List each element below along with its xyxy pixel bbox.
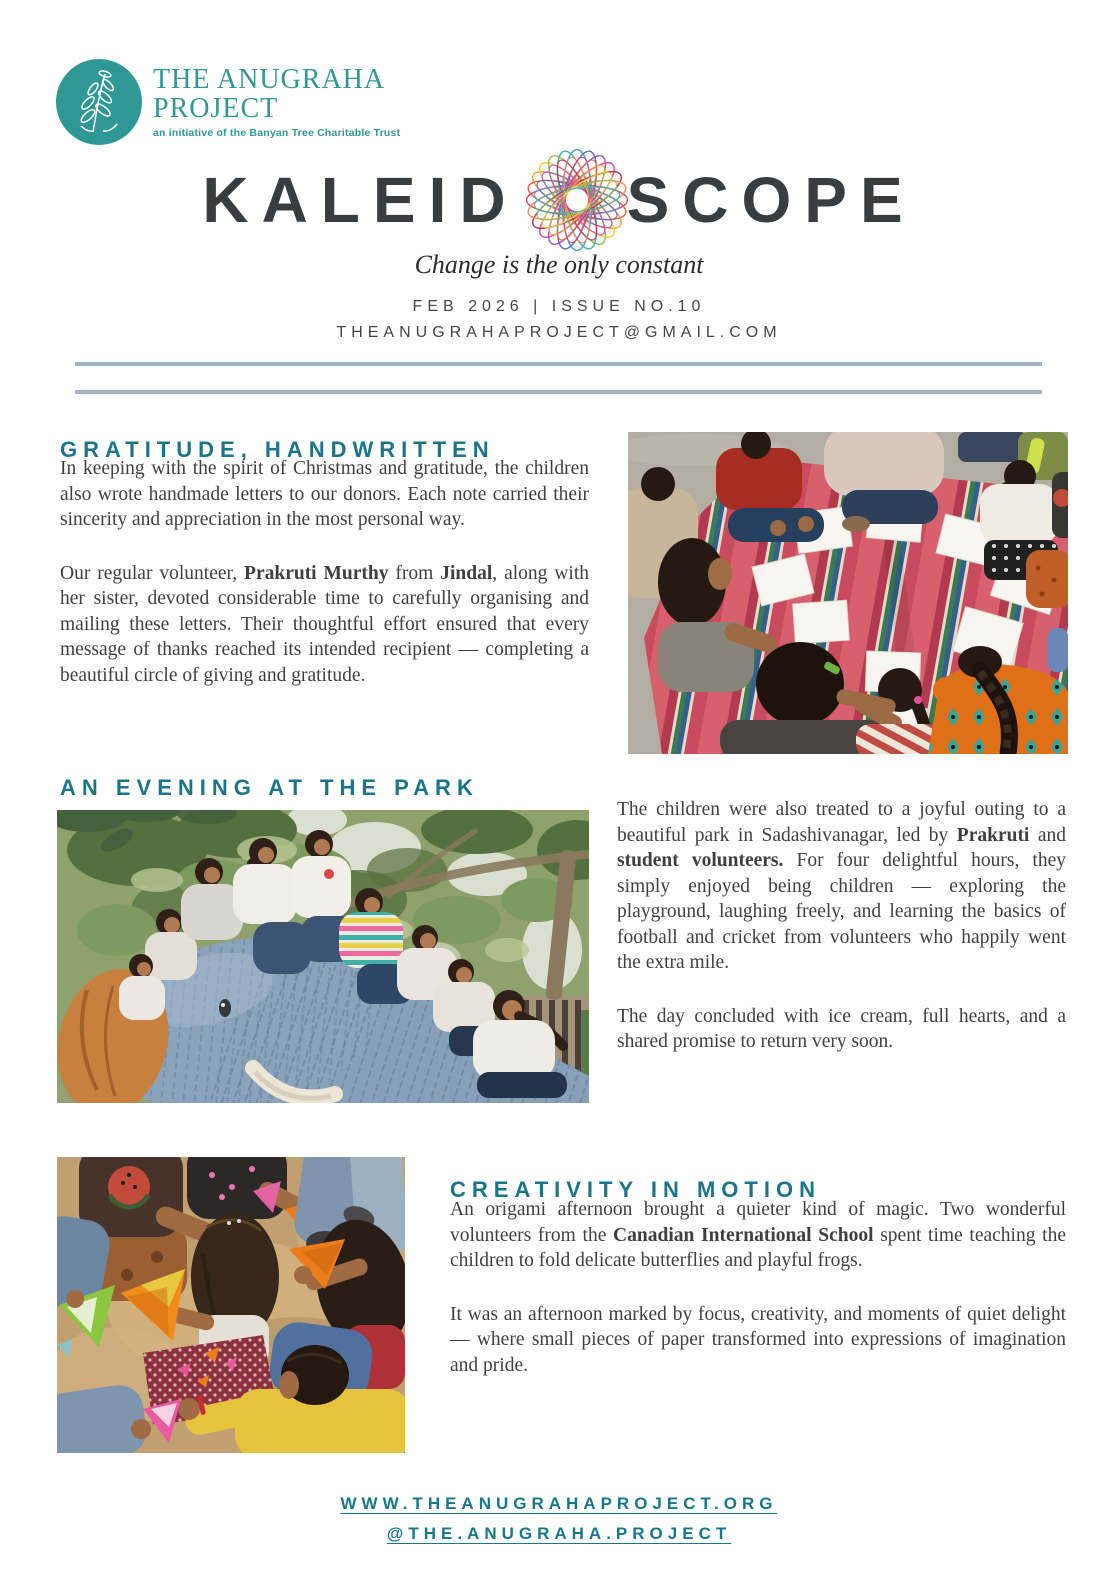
logo-text [153, 58, 400, 139]
text-segment-bold: Prakruti [956, 824, 1030, 846]
social-handle-link[interactable]: @THE.ANUGRAHA.PROJECT [386, 1524, 732, 1543]
gratitude-text-column [60, 456, 589, 716]
park-photo [57, 810, 589, 1103]
text-segment: Our regular volunteer, [60, 562, 245, 584]
text-segment-bold: Prakruti Murthy [244, 562, 389, 584]
newsletter-tagline: Change is the only constant [414, 250, 704, 279]
park-paragraph-2: The day concluded with ice cream, full hearts, and a shared promise to return very soon. [617, 1005, 1066, 1052]
newsletter-title [0, 144, 1118, 256]
text-segment: from [388, 562, 441, 584]
logo [55, 58, 400, 146]
double-rule-top [75, 362, 1042, 366]
title-left: KALEID [202, 164, 519, 236]
text-segment: The children were also treated to a joyful outing to a beautiful park in Sadashivanagar, led by [617, 799, 1066, 846]
kaleidoscope-icon [521, 144, 633, 256]
creativity-photo [57, 1157, 405, 1453]
text-segment-bold: student volunteers. [617, 850, 784, 871]
logo-name-line2: PROJECT [153, 92, 279, 124]
gratitude-paragraph-1: In keeping with the spirit of Christmas and gratitude, the children also wrote handmade letters to our donors. Each note carried their sincerity and appreciation in the most personal way. [60, 458, 589, 530]
section-heading-park: AN EVENING AT THE PARK [60, 775, 479, 801]
text-segment: , along with her sister, devoted considerable time to carefully organising and mailing these letters. Their thoughtful effort ensured that every message of thanks reached its intended recipient — completing a beautiful circle of giving and gratitude. [60, 562, 589, 686]
website-link[interactable]: WWW.THEANUGRAHAPROJECT.ORG [340, 1494, 778, 1513]
logo-tagline: an initiative of the Banyan Tree Charitable Trust [153, 127, 401, 140]
text-segment: and [1029, 824, 1066, 846]
text-segment-bold: Jindal [440, 562, 493, 584]
park-text-column [617, 797, 1066, 1083]
creativity-text-column [450, 1197, 1066, 1406]
text-segment: An origami afternoon brought a quieter kind of magic. Two wonderful volunteers from the [450, 1199, 1066, 1246]
plant-circle-icon [55, 58, 143, 146]
section-heading-creativity: CREATIVITY IN MOTION [450, 1177, 821, 1203]
creativity-paragraph-1 [450, 1197, 1066, 1274]
issue-line: FEB 2026 | ISSUE NO.10 [412, 298, 706, 315]
section-heading-gratitude: GRATITUDE, HANDWRITTEN [60, 437, 495, 463]
contact-email: THEANUGRAHAPROJECT@GMAIL.COM [336, 324, 782, 341]
double-rule-bottom [75, 390, 1042, 394]
title-right: SCOPE [626, 164, 916, 236]
text-segment-bold: Canadian International School [613, 1224, 874, 1246]
text-segment: For four delightful hours, they simply enjoyed being children — exploring the playground, laughing freely, and learning the basics of football and cricket from volunteers who happily went the extra mile. [617, 850, 1066, 973]
logo-name-line1: THE ANUGRAHA [153, 64, 386, 95]
text-segment: spent time teaching the children to fold delicate butterflies and playful frogs. [450, 1224, 1066, 1271]
creativity-paragraph-2: It was an afternoon marked by focus, creativity, and moments of quiet delight — where small pieces of paper transformed into expressions of imagination and pride. [450, 1303, 1066, 1376]
gratitude-paragraph-2 [60, 561, 589, 689]
gratitude-photo [628, 432, 1068, 754]
park-paragraph-1 [617, 797, 1066, 976]
